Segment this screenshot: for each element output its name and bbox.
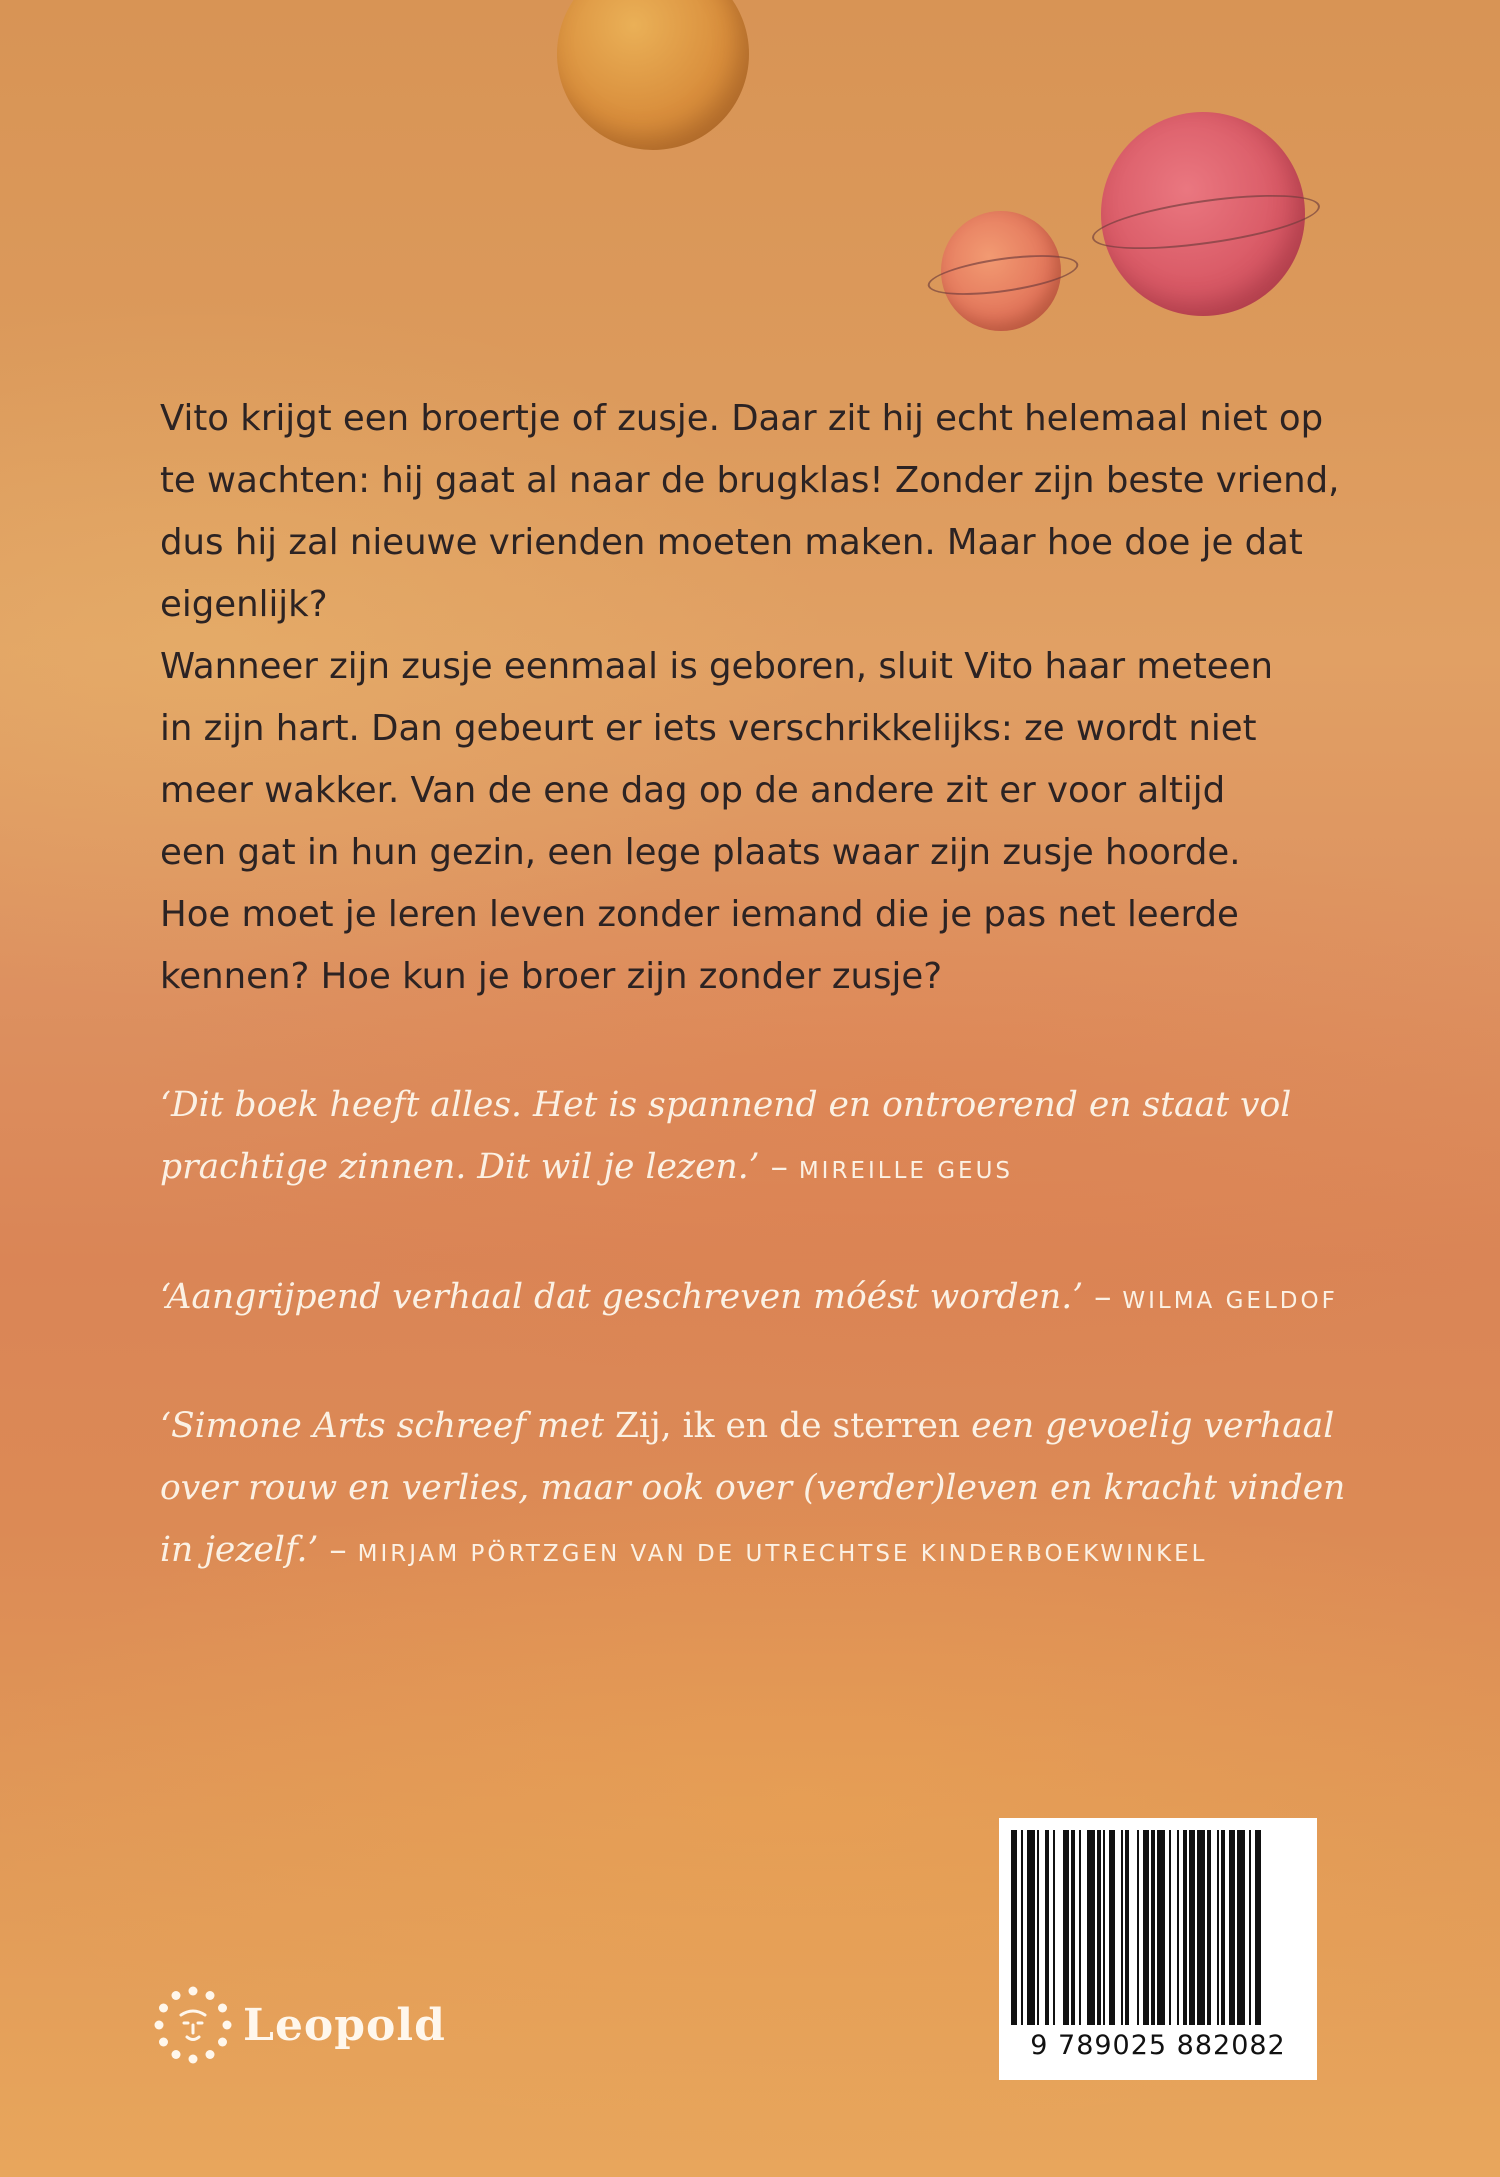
barcode-bar — [1189, 1830, 1195, 2025]
review-quote — [160, 1395, 1350, 1585]
barcode-bar — [1197, 1830, 1205, 2025]
orange-planet-illustration — [557, 0, 749, 150]
barcode-bar — [1217, 1830, 1219, 2025]
barcode-bar — [1103, 1830, 1105, 2025]
quote-attribution: WILMA GELDOF — [1122, 1288, 1338, 1314]
barcode-bar — [1053, 1830, 1055, 2025]
barcode-bar — [1063, 1830, 1069, 2025]
barcode-bar — [1045, 1830, 1049, 2025]
barcode-bar — [1097, 1830, 1101, 2025]
blurb-line: kennen? Hoe kun je broer zijn zonder zusje? — [160, 956, 943, 997]
blurb-line: in zijn hart. Dan gebeurt er iets verschrikkelijks: ze wordt niet — [160, 708, 1257, 749]
isbn-number: 9 789025 882082 — [1030, 2030, 1286, 2061]
blurb-line: meer wakker. Van de ene dag op de andere zit er voor altijd — [160, 770, 1226, 811]
book-title: Zij, ik en de sterren — [614, 1406, 961, 1446]
blurb-line: Vito krijgt een broertje of zusje. Daar zit hij echt helemaal niet op — [160, 398, 1324, 439]
barcode-bar — [1221, 1830, 1225, 2025]
quote-dash: – — [759, 1147, 799, 1187]
blurb-line: een gat in hun gezin, een lege plaats waar zijn zusje hoorde. — [160, 832, 1241, 873]
book-blurb — [160, 388, 1340, 1008]
publisher-name: Leopold — [243, 1999, 446, 2051]
barcode-bar — [1027, 1830, 1035, 2025]
barcode-bar — [1151, 1830, 1155, 2025]
review-quote — [160, 1266, 1350, 1332]
quote-text: ‘Simone Arts schreef met — [160, 1406, 615, 1446]
barcode-bar — [1183, 1830, 1187, 2025]
barcode-bar — [1071, 1830, 1075, 2025]
barcode-bar — [1087, 1830, 1095, 2025]
barcode-bar — [1177, 1830, 1179, 2025]
barcode-bars — [1011, 1830, 1303, 2025]
barcode-bar — [1011, 1830, 1017, 2025]
barcode-bar — [1157, 1830, 1165, 2025]
blurb-line: te wachten: hij gaat al naar de brugklas! Zonder zijn beste vriend, — [160, 460, 1340, 501]
lion-sun-icon — [153, 1985, 233, 2065]
quote-text: ‘Dit boek heeft alles. Het is spannend en ontroerend en staat vol — [160, 1085, 1292, 1125]
quote-dash: – — [318, 1530, 358, 1570]
quote-text: ‘Aangrijpend verhaal dat geschreven móést worden.’ — [160, 1277, 1084, 1317]
blurb-line: eigenlijk? — [160, 584, 328, 625]
barcode-bar — [1079, 1830, 1081, 2025]
barcode-bar — [1037, 1830, 1039, 2025]
publisher-logo — [153, 1985, 446, 2065]
barcode-bar — [1255, 1830, 1261, 2025]
blurb-line: Wanneer zijn zusje eenmaal is geboren, sluit Vito haar meteen — [160, 646, 1273, 687]
isbn-barcode — [999, 1818, 1317, 2080]
quote-text: over rouw en verlies, maar ook over (verder)leven en kracht vinden — [160, 1468, 1346, 1508]
barcode-bar — [1121, 1830, 1123, 2025]
barcode-bar — [1021, 1830, 1023, 2025]
quote-text: in jezelf.’ — [160, 1530, 319, 1570]
barcode-bar — [1237, 1830, 1245, 2025]
barcode-bar — [1137, 1830, 1139, 2025]
quote-text: een gevoelig verhaal — [960, 1406, 1335, 1446]
barcode-bar — [1249, 1830, 1251, 2025]
barcode-bar — [1169, 1830, 1171, 2025]
barcode-bar — [1143, 1830, 1149, 2025]
barcode-bar — [1229, 1830, 1235, 2025]
quote-attribution: MIREILLE GEUS — [798, 1158, 1014, 1184]
quote-text: prachtige zinnen. Dit wil je lezen.’ — [160, 1147, 760, 1187]
blurb-line: dus hij zal nieuwe vrienden moeten maken. Maar hoe doe je dat — [160, 522, 1303, 563]
blurb-line: Hoe moet je leren leven zonder iemand die je pas net leerde — [160, 894, 1239, 935]
barcode-bar — [1125, 1830, 1129, 2025]
quote-attribution: MIRJAM PÖRTZGEN VAN DE UTRECHTSE KINDERBOEKWINKEL — [357, 1541, 1208, 1567]
barcode-bar — [1207, 1830, 1211, 2025]
barcode-bar — [1109, 1830, 1115, 2025]
quote-dash: – — [1083, 1277, 1123, 1317]
review-quote — [160, 1074, 1350, 1202]
